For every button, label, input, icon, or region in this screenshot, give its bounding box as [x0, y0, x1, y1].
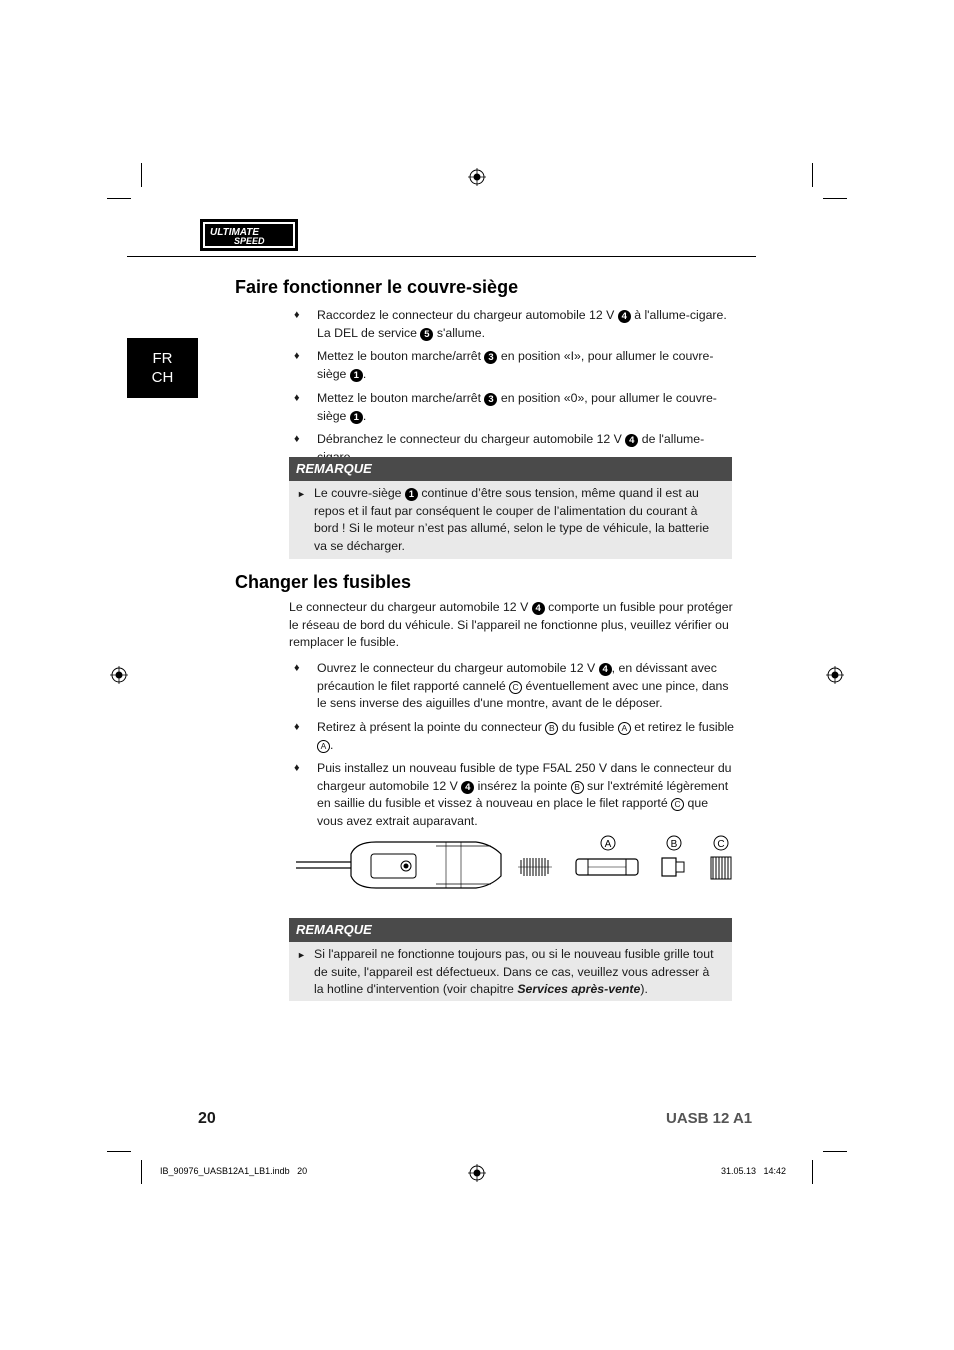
- fuse-illustration: [296, 832, 736, 894]
- bullet-icon: ♦: [294, 762, 300, 774]
- spring: [518, 858, 552, 876]
- figure-label-c: C: [717, 839, 725, 850]
- model-name: UASB 12 A1: [666, 1110, 753, 1127]
- bullet-icon: ♦: [294, 350, 300, 362]
- brand-logo: [200, 219, 298, 251]
- arrow-right-icon: ►: [297, 489, 306, 499]
- language-line1: FR: [152, 350, 173, 367]
- bullet-icon: ♦: [294, 662, 300, 674]
- list-item: Mettez le bouton marche/arrêt 3 en position «0», pour allumer le couvre-siège 1 .: [317, 391, 717, 423]
- registration-mark-icon: [468, 1164, 486, 1182]
- bullet-icon: ♦: [294, 721, 300, 733]
- remark-body: ► Le couvre-siège 1 continue d’être sous tension, même quand il est au repos et il faut par conséquent le couper de l’alimentation du courant à bord ! Si le moteur n’est pas allumé, selon le type de véhicule, la batterie va se décharger.: [297, 486, 710, 553]
- arrow-right-icon: ►: [297, 950, 306, 960]
- knurled-cap-c: [711, 857, 731, 879]
- registration-mark-icon: [826, 666, 844, 684]
- cable: [296, 862, 351, 868]
- bullet-icon: ♦: [294, 309, 300, 321]
- figure-label-b: B: [670, 839, 678, 850]
- list-item: Puis installez un nouveau fusible de type F5AL 250 V dans le connecteur du chargeur automobile 12 V 4 insérez la pointe B sur l'extrémité légèrement en saillie du fusible et vissez à nouveau en place le filet rapporté C que vous avez extrait auparavant.: [317, 761, 732, 828]
- registration-mark-icon: [468, 168, 486, 186]
- language-tab: [127, 338, 198, 398]
- remark-box: [289, 918, 732, 1001]
- crop-mark: [107, 1151, 131, 1152]
- figure-label-a: A: [604, 839, 612, 850]
- list-item: Retirez à présent la pointe du connecteur B du fusible A et retirez le fusible A .: [317, 720, 735, 752]
- pin-b: [662, 858, 684, 876]
- slug-timestamp: 31.05.13 14:42: [721, 1166, 787, 1176]
- remark-heading: REMARQUE: [289, 918, 732, 942]
- registration-mark-icon: [110, 666, 128, 684]
- chapter-reference: Services après-vente: [517, 982, 641, 996]
- crop-mark: [812, 163, 813, 187]
- fuse-a: [576, 859, 638, 875]
- page-number: 20: [198, 1110, 216, 1127]
- header-rule: [127, 256, 756, 257]
- remark-heading: REMARQUE: [289, 457, 732, 481]
- bullet-icon: ♦: [294, 433, 300, 445]
- logo-line2: SPEED: [234, 236, 265, 246]
- crop-mark: [823, 198, 847, 199]
- crop-mark: [141, 163, 142, 187]
- list-item: Ouvrez le connecteur du chargeur automobile 12 V 4 , en dévissant avec précaution le filet rapporté cannelé C éventuellement avec une pince, dans le sens inverse des aiguilles d'une montre, avant de le déposer.: [317, 661, 729, 710]
- crop-mark: [141, 1160, 142, 1184]
- slug-file: IB_90976_UASB12A1_LB1.indb 20: [160, 1166, 308, 1176]
- list-item: Débranchez le connecteur du chargeur automobile 12 V 4 de l'allume-: [317, 432, 705, 446]
- list-item: Raccordez le connecteur du chargeur automobile 12 V 4 à l'allume-cigare. La DEL de service 5 s'allume.: [317, 308, 727, 340]
- section2-title: Changer les fusibles: [235, 572, 412, 592]
- list-item: Mettez le bouton marche/arrêt 3 en position «I», pour allumer le couvre-siège 1 .: [317, 349, 714, 381]
- crop-mark: [107, 198, 131, 199]
- language-line2: CH: [151, 369, 174, 386]
- logo-line1: ULTIMATE: [210, 227, 260, 238]
- remark-body: ► Si l'appareil ne fonctionne toujours pas, ou si le nouveau fusible grille tout de suite, l'appareil est défectueux. Dans ce cas, veuillez vous adresser à la hotline d'intervention (voir chapitre Services après-vente).: [297, 947, 714, 996]
- intro-paragraph: Le connecteur du chargeur automobile 12 V 4 comporte un fusible pour protéger le réseau de bord du véhicule. Si l'appareil ne fonctionne plus, veuillez vérifier ou remplacer le fusible.: [289, 600, 733, 649]
- bullet-icon: ♦: [294, 392, 300, 404]
- crop-mark: [823, 1151, 847, 1152]
- crop-mark: [812, 1160, 813, 1184]
- remark-box: [289, 457, 732, 559]
- section1-title: Faire fonctionner le couvre-siège: [235, 277, 519, 297]
